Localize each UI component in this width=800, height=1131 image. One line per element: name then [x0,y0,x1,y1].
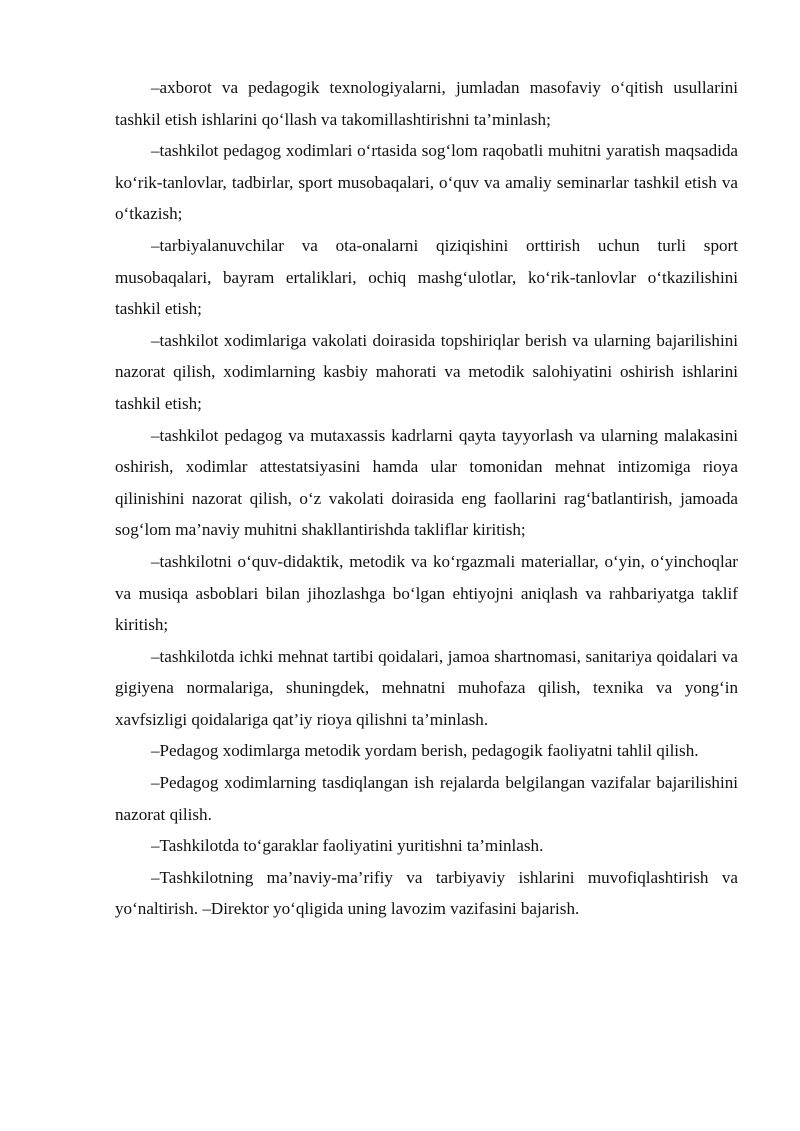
paragraph-7: –tashkilotda ichki mehnat tartibi qoidalari, jamoa shartnomasi, sanitariya qoidalari va gigiyena normalariga, shuningdek, mehnatni muhofaza qilish, texnika va yong‘in xavfsizligi qoidalariga qat’iy rioya qilishni ta’minlash. [115,646,738,729]
paragraph-6: –tashkilotni o‘quv-didaktik, metodik va ko‘rgazmali materiallar, o‘yin, o‘yinchoqlar va musiqa asboblari bilan jihozlashga bo‘lgan ehtiyojni aniqlash va rahbariyatga taklif kiritish; [115,551,738,635]
paragraph-11: –Tashkilotning ma’naviy-ma’rifiy va tarbiyaviy ishlarini muvofiqlashtirish va yo‘naltirish. –Direktor yo‘qligida uning lavozim vazifasini bajarish. [115,867,738,919]
paragraph-5: –tashkilot pedagog va mutaxassis kadrlarni qayta tayyorlash va ularning malakasini oshirish, xodimlar attestatsiyasini hamda ular tomonidan mehnat intizomiga rioya qilinishini nazorat qilish, o‘z vakolati doirasida eng faollarini rag‘batlantirish, jamoada sog‘lom ma’naviy muhitni shakllantirishda takliflar kiritish; [115,425,738,540]
paragraph-10: –Tashkilotda to‘garaklar faoliyatini yuritishni ta’minlash. [151,836,544,856]
paragraph-4: –tashkilot xodimlariga vakolati doirasida topshiriqlar berish va ularning bajarilishini nazorat qilish, xodimlarning kasbiy mahorati va metodik salohiyatini oshirish ishlarini tashkil etish; [115,330,738,413]
paragraph-2: –tashkilot pedagog xodimlari o‘rtasida sog‘lom raqobatli muhitni yaratish maqsadida ko‘rik-tanlovlar, tadbirlar, sport musobaqalari, o‘quv va amaliy seminarlar tashkil etish va o‘tkazish; [115,141,738,224]
paragraph-3: –tarbiyalanuvchilar va ota-onalarni qiziqishini orttirish uchun turli sport musobaqalari, bayram ertaliklari, ochiq mashg‘ulotlar, ko‘rik-tanlovlar o‘tkazilishini tashkil etish; [115,235,738,319]
paragraph-9: –Pedagog xodimlarning tasdiqlangan ish rejalarda belgilangan vazifalar bajarilishini nazorat qilish. [115,773,738,824]
paragraph-1: –axborot va pedagogik texnologiyalarni, jumladan masofaviy o‘qitish usullarini tashkil etish ishlarini qo‘llash va takomillashtirishni ta’minlash; [115,78,738,129]
paragraph-8: –Pedagog xodimlarga metodik yordam berish, pedagogik faoliyatni tahlil qilish. [151,741,699,761]
document-page [115,72,738,925]
